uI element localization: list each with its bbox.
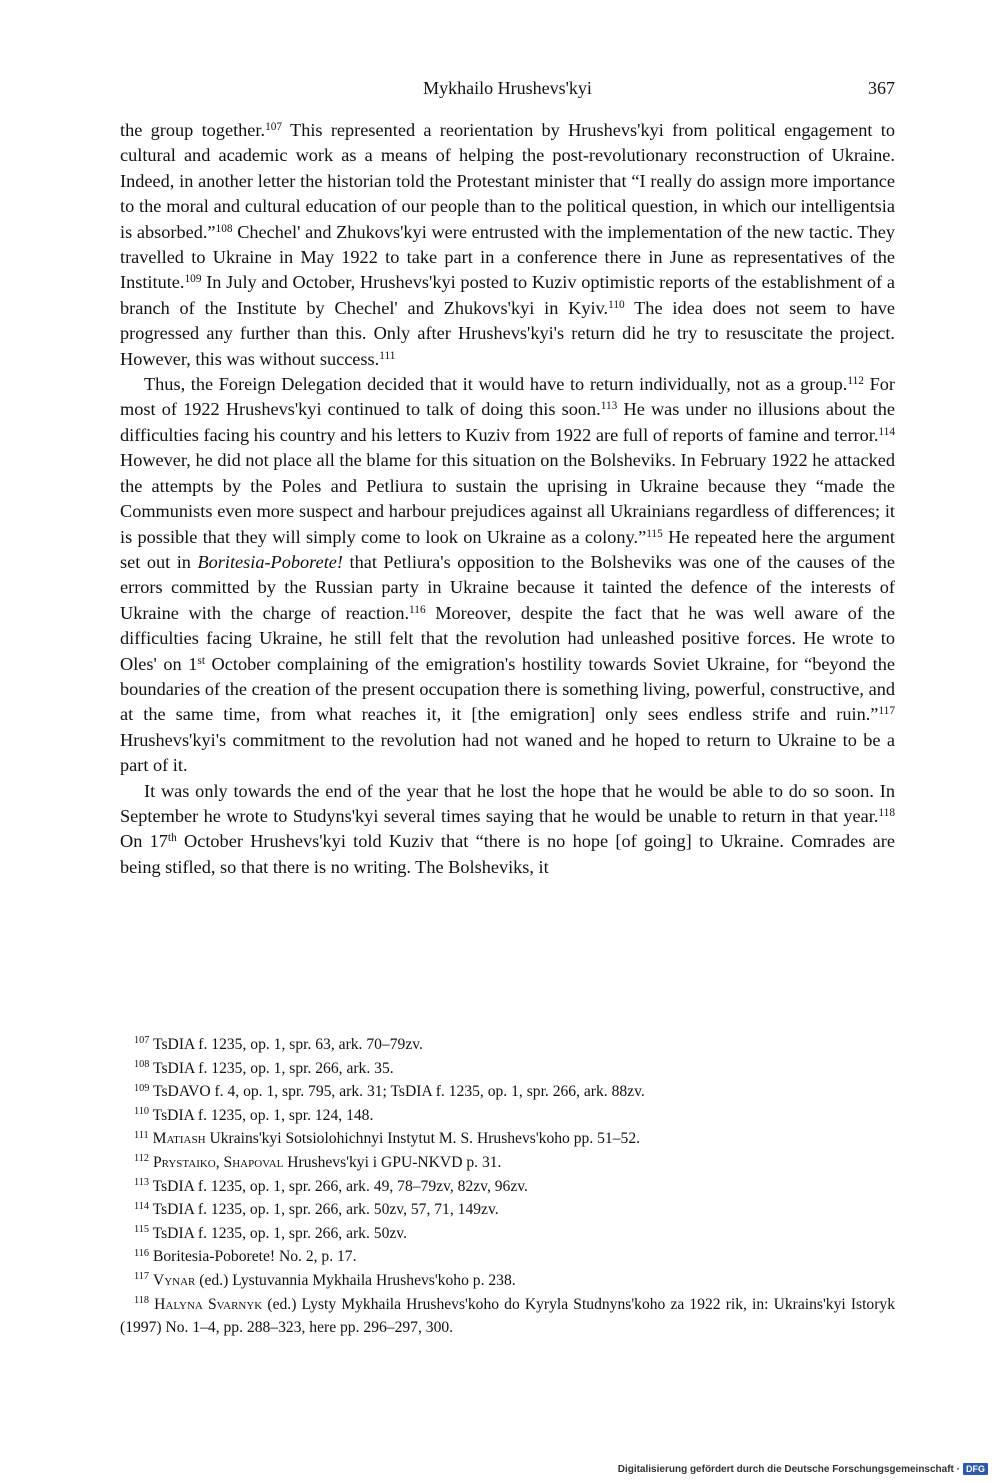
italic-title: Boritesia-Poborete!: [197, 551, 343, 572]
text-run: Chechel' and Zhukovs'kyi were entrusted with the implementation of the new tactic. They travelled to Ukraine in May 1922 to take part in a conference there in June as representatives of the Institute.: [120, 221, 895, 293]
text-run: It was only towards the end of the year that he lost the hope that he would be able to do so soon. In September he wrote to Studyns'kyi several times saying that he would be unable to return in that year.: [120, 780, 895, 826]
paragraph-3: [120, 779, 895, 881]
footnote-text: Hrushevs'kyi i GPU-NKVD p. 31.: [283, 1153, 502, 1171]
footnote-ref: 116: [409, 603, 426, 616]
running-header: [120, 78, 895, 102]
main-text: [120, 118, 895, 880]
footnote-number: 118: [134, 1294, 150, 1306]
footnote-110: [120, 1104, 895, 1128]
stamp-text: Digitalisierung gefördert durch die Deutsche Forschungsgemeinschaft ·: [617, 1463, 960, 1475]
footnote-ref: 109: [184, 273, 202, 286]
digitization-stamp: [618, 1463, 988, 1475]
footnote-number: 109: [134, 1082, 150, 1094]
footnote-text: TsDIA f. 1235, op. 1, spr. 266, ark. 50zv.: [152, 1224, 407, 1242]
footnote-ref: 115: [646, 527, 663, 540]
footnote-112: [120, 1151, 895, 1175]
paragraph-1: [120, 118, 895, 372]
footnote-text: TsDIA f. 1235, op. 1, spr. 124, 148.: [152, 1106, 374, 1124]
text-run: The idea does not seem to have progressed any further than this. Only after Hrushevs'kyi's return did he try to resuscitate the project. However, this was without success.: [120, 297, 895, 369]
footnote-number: 117: [134, 1271, 150, 1283]
footnote-117: [120, 1269, 895, 1293]
footnote-number: 115: [134, 1224, 150, 1236]
footnote-text: TsDIA f. 1235, op. 1, spr. 266, ark. 35.: [153, 1059, 394, 1077]
footnote-ref: 110: [608, 298, 625, 311]
footnote-author: Vynar: [152, 1271, 196, 1289]
footnote-number: 110: [134, 1106, 150, 1118]
footnote-ref: 113: [600, 400, 618, 413]
page-number: 367: [868, 78, 895, 98]
footnote-ref: 117: [878, 705, 895, 718]
running-title: Mykhailo Hrushevs'kyi: [423, 78, 592, 98]
text-run: However, he did not place all the blame for this situation on the Bolsheviks. In February 1922 he attacked the attempts by the Poles and Petliura to sustain the uprising in Ukraine because they “made the Communists even more suspect and harbour prejudices against all Ukrainians regardless of differences; it is possible that they will simply come to look on Ukraine as a colony.”: [120, 450, 895, 547]
footnote-ref: 111: [379, 349, 396, 362]
text-run: In July and October, Hrushevs'kyi posted to Kuziv optimistic reports of the establishment of a branch of the Institute by Chechel' and Zhukovs'kyi in Kyiv.: [120, 272, 895, 318]
footnote-number: 107: [134, 1035, 150, 1047]
text-run: that Petliura's opposition to the Bolsheviks was one of the causes of the errors committed by the Russian party in Ukraine because it tainted the defence of the interests of Ukraine with the charge of reaction.: [120, 551, 895, 623]
footnote-ref: 114: [878, 425, 895, 438]
text-run: Moreover, despite the fact that he was well aware of the difficulties facing Ukraine, he still felt that the revolution had unleashed positive forces. He wrote to Oles' on 1: [120, 602, 895, 674]
footnote-number: 114: [134, 1200, 150, 1212]
footnote-number: 116: [134, 1247, 150, 1259]
footnote-text: Boritesia-Poborete! No. 2, p. 17.: [152, 1248, 357, 1266]
text-run: October Hrushevs'kyi told Kuziv that “there is no hope [of going] to Ukraine. Comrades are being stifled, so that there is no writing. The Bolsheviks, it: [120, 831, 895, 877]
text-run: Hrushevs'kyi's commitment to the revolution had not waned and he hoped to return to Ukraine to be a part of it.: [120, 729, 895, 776]
text-run: Thus, the Foreign Delegation decided that it would have to return individually, not as a group.: [144, 374, 848, 395]
footnote-113: [120, 1175, 895, 1199]
footnote-text: TsDAVO f. 4, op. 1, spr. 795, ark. 31; TsDIA f. 1235, op. 1, spr. 266, ark. 88zv.: [153, 1083, 645, 1101]
ordinal-suffix: th: [167, 832, 177, 845]
footnote-114: [120, 1198, 895, 1222]
footnote-author: Matiash: [152, 1130, 206, 1148]
footnote-ref: 112: [847, 374, 864, 387]
footnote-116: [120, 1245, 895, 1269]
footnote-text: TsDIA f. 1235, op. 1, spr. 266, ark. 50zv, 57, 71, 149zv.: [152, 1201, 499, 1219]
text-run: This represented a reorientation by Hrushevs'kyi from political engagement to cultural and academic work as a means of helping the post-revolutionary reconstruction of Ukraine. Indeed, in another letter the historian told the Protestant minister that “I really do assign more importance to the moral and cultural education of our people than to the political question, in which our intelligentsia is absorbed.”: [120, 120, 895, 242]
text-run: On 17: [120, 831, 168, 852]
footnote-111: [120, 1127, 895, 1151]
footnote-number: 111: [134, 1129, 149, 1141]
footnote-118: [120, 1293, 895, 1340]
footnote-text: TsDIA f. 1235, op. 1, spr. 63, ark. 70–79zv.: [153, 1036, 423, 1053]
footnote-text: Ukrains'kyi Sotsiolohichnyi Instytut M. S. Hrushevs'koho pp. 51–52.: [205, 1130, 641, 1148]
paragraph-2: [120, 372, 895, 779]
footnote-ref: 118: [878, 806, 895, 819]
footnote-109: [120, 1080, 895, 1104]
footnote-author: Prystaiko, Shapoval: [152, 1153, 284, 1171]
footnote-text: (ed.) Lysty Mykhaila Hrushevs'koho do Kyryla Studnyns'koho za 1922 rik, in: Ukrains'kyi Istoryk (1997) No. 1–4, pp. 288–323, here pp. 296–297, 300.: [120, 1295, 896, 1337]
footnote-text: (ed.) Lystuvannia Mykhaila Hrushevs'koho p. 238.: [195, 1271, 516, 1289]
dfg-logo: DFG: [963, 1463, 988, 1475]
footnote-107: [120, 1033, 895, 1057]
footnote-text: TsDIA f. 1235, op. 1, spr. 266, ark. 49, 78–79zv, 82zv, 96zv.: [152, 1177, 528, 1195]
footnote-ref: 108: [215, 222, 233, 235]
footnote-number: 108: [134, 1058, 150, 1070]
footnote-number: 113: [134, 1176, 150, 1188]
footnote-115: [120, 1222, 895, 1246]
footnote-number: 112: [134, 1153, 150, 1165]
ordinal-suffix: st: [197, 654, 205, 667]
footnote-108: [120, 1057, 895, 1081]
text-run: He repeated here the argument set out in: [120, 526, 895, 572]
footnote-ref: 107: [265, 120, 283, 133]
footnotes: [120, 1033, 895, 1340]
text-run: For most of 1922 Hrushevs'kyi continued to talk of doing this soon.: [120, 374, 895, 420]
footnote-author: Halyna Svarnyk: [154, 1295, 263, 1313]
text-run: October complaining of the emigration's hostility towards Soviet Ukraine, for “beyond the boundaries of the creation of the present occupation there is something living, powerful, constructive, and at the same time, from what reaches it, it [the emigration] only sees endless strife and ruin.”: [120, 653, 895, 725]
text-run: the group together.: [120, 120, 266, 140]
text-run: He was under no illusions about the difficulties facing his country and his letters to Kuziv from 1922 are full of reports of famine and terror.: [120, 399, 895, 445]
